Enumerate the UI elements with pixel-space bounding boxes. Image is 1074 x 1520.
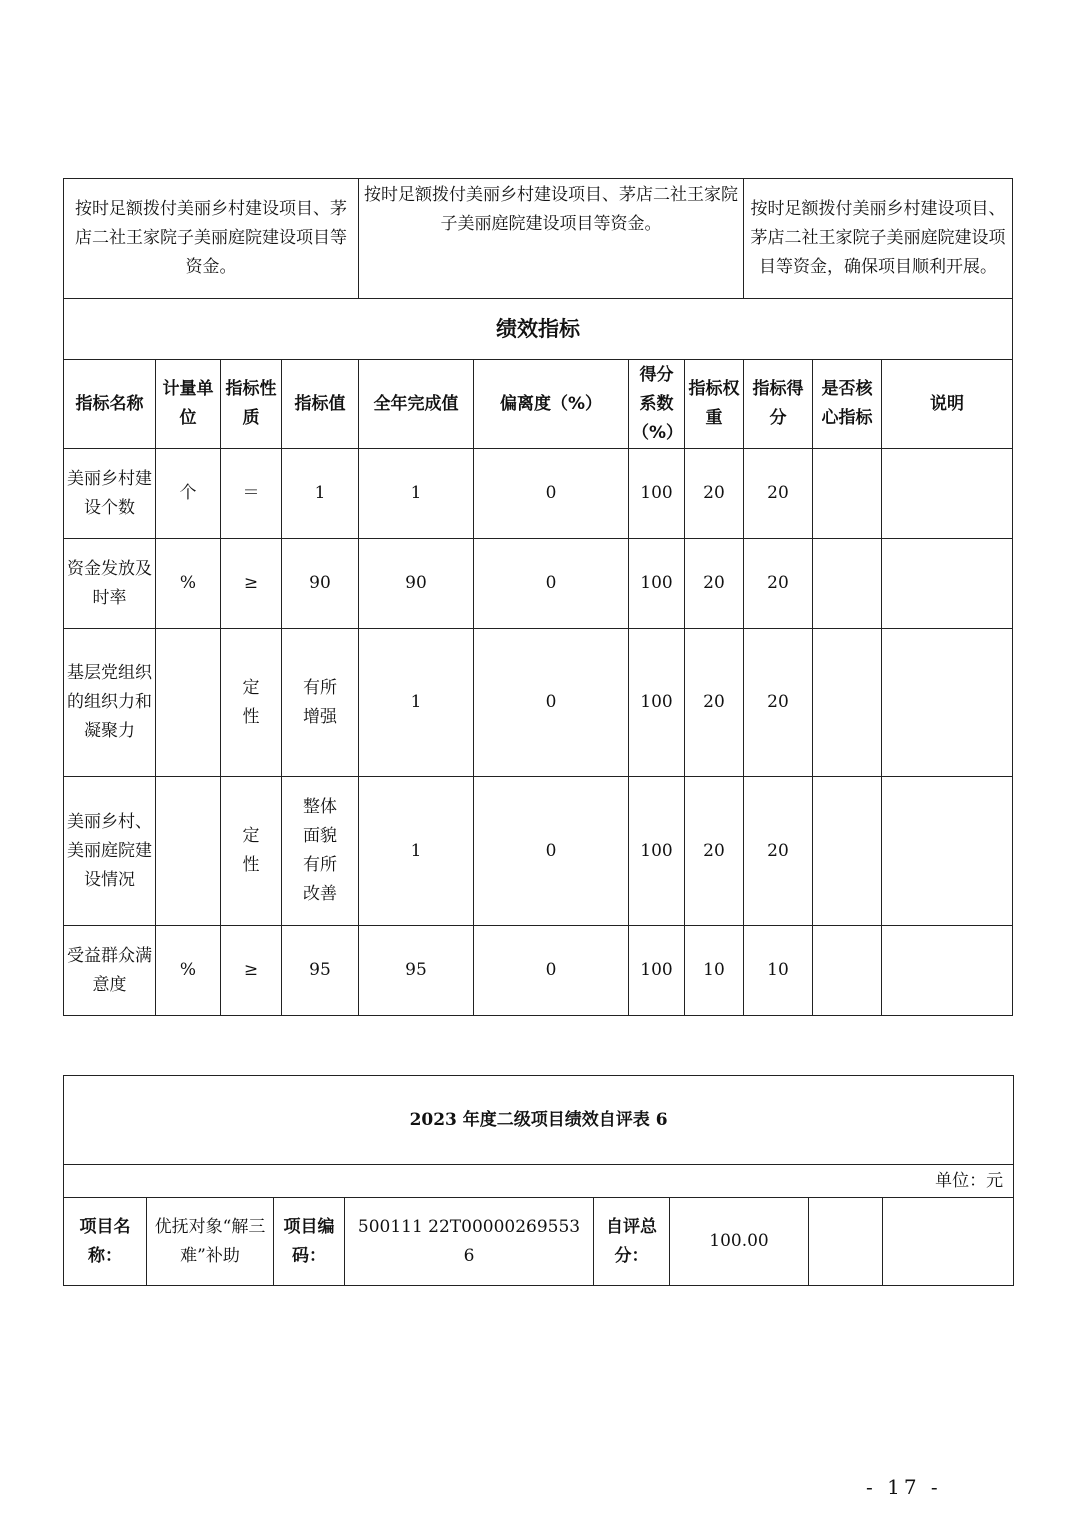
cell-deviation: 0 <box>474 449 629 539</box>
cell-target: 1 <box>282 449 359 539</box>
header-score-coefficient: 得分系数（%） <box>629 360 685 449</box>
project-name: 优抚对象“解三难”补助 <box>147 1198 274 1286</box>
cell-note <box>882 926 1013 1016</box>
table-row <box>64 777 1013 926</box>
cell-deviation: 0 <box>474 926 629 1016</box>
self-score-label: 自评总分： <box>594 1198 670 1286</box>
self-score-value: 100.00 <box>670 1198 809 1286</box>
cell-core <box>813 926 882 1016</box>
cell-nature: 定性 <box>221 629 282 777</box>
cell-coefficient: 100 <box>629 449 685 539</box>
self-evaluation-form <box>63 1075 1014 1286</box>
cell-nature: 定性 <box>221 777 282 926</box>
cell-weight: 20 <box>685 777 744 926</box>
cell-unit <box>156 777 221 926</box>
cell-score: 10 <box>744 926 813 1016</box>
project-code-label: 项目编码： <box>274 1198 345 1286</box>
cell-score: 20 <box>744 629 813 777</box>
cell-coefficient: 100 <box>629 539 685 629</box>
header-unit: 计量单位 <box>156 360 221 449</box>
cell-nature: ＝ <box>221 449 282 539</box>
empty-cell <box>809 1198 883 1286</box>
table-row <box>64 926 1013 1016</box>
header-indicator-name: 指标名称 <box>64 360 156 449</box>
cell-actual: 95 <box>359 926 474 1016</box>
header-actual-value: 全年完成值 <box>359 360 474 449</box>
cell-core <box>813 629 882 777</box>
cell-score: 20 <box>744 539 813 629</box>
cell-weight: 20 <box>685 629 744 777</box>
cell-deviation: 0 <box>474 777 629 926</box>
header-nature: 指标性质 <box>221 360 282 449</box>
cell-note <box>882 629 1013 777</box>
unit-label: 单位：元 <box>64 1165 1014 1198</box>
cell-core <box>813 449 882 539</box>
cell-score: 20 <box>744 777 813 926</box>
target-description-1: 按时足额拨付美丽乡村建设项目、茅店二社王家院子美丽庭院建设项目等资金。 <box>64 179 359 299</box>
cell-unit: % <box>156 926 221 1016</box>
cell-name: 基层党组织的组织力和凝聚力 <box>64 629 156 777</box>
cell-unit <box>156 629 221 777</box>
project-code: 500111 22T000002695536 <box>345 1198 594 1286</box>
cell-weight: 10 <box>685 926 744 1016</box>
table-row <box>64 449 1013 539</box>
cell-coefficient: 100 <box>629 926 685 1016</box>
cell-weight: 20 <box>685 449 744 539</box>
header-target-value: 指标值 <box>282 360 359 449</box>
cell-actual: 1 <box>359 777 474 926</box>
header-note: 说明 <box>882 360 1013 449</box>
header-deviation: 偏离度（%） <box>474 360 629 449</box>
cell-name: 美丽乡村、美丽庭院建设情况 <box>64 777 156 926</box>
section-title: 绩效指标 <box>64 299 1013 360</box>
target-description-3: 按时足额拨付美丽乡村建设项目、茅店二社王家院子美丽庭院建设项目等资金，确保项目顺利开展。 <box>744 179 1013 299</box>
cell-deviation: 0 <box>474 539 629 629</box>
cell-unit: % <box>156 539 221 629</box>
cell-actual: 90 <box>359 539 474 629</box>
cell-note <box>882 449 1013 539</box>
empty-cell <box>883 1198 1014 1286</box>
cell-core <box>813 777 882 926</box>
cell-note <box>882 777 1013 926</box>
cell-target: 90 <box>282 539 359 629</box>
cell-target: 有所增强 <box>282 629 359 777</box>
cell-unit: 个 <box>156 449 221 539</box>
cell-nature: ≥ <box>221 926 282 1016</box>
cell-coefficient: 100 <box>629 777 685 926</box>
page-number: - 17 - <box>866 1475 942 1499</box>
cell-nature: ≥ <box>221 539 282 629</box>
cell-core <box>813 539 882 629</box>
cell-actual: 1 <box>359 449 474 539</box>
header-core-indicator: 是否核心指标 <box>813 360 882 449</box>
cell-actual: 1 <box>359 629 474 777</box>
cell-target: 整体面貌有所改善 <box>282 777 359 926</box>
cell-score: 20 <box>744 449 813 539</box>
performance-table <box>63 178 1013 1016</box>
cell-name: 美丽乡村建设个数 <box>64 449 156 539</box>
header-weight: 指标权重 <box>685 360 744 449</box>
cell-coefficient: 100 <box>629 629 685 777</box>
header-score: 指标得分 <box>744 360 813 449</box>
cell-note <box>882 539 1013 629</box>
form-title: 2023 年度二级项目绩效自评表 6 <box>64 1076 1014 1165</box>
cell-name: 资金发放及时率 <box>64 539 156 629</box>
target-description-2: 按时足额拨付美丽乡村建设项目、茅店二社王家院子美丽庭院建设项目等资金。 <box>359 179 744 299</box>
project-name-label: 项目名称： <box>64 1198 147 1286</box>
cell-name: 受益群众满意度 <box>64 926 156 1016</box>
table-row <box>64 539 1013 629</box>
table-row <box>64 629 1013 777</box>
cell-deviation: 0 <box>474 629 629 777</box>
cell-weight: 20 <box>685 539 744 629</box>
cell-target: 95 <box>282 926 359 1016</box>
